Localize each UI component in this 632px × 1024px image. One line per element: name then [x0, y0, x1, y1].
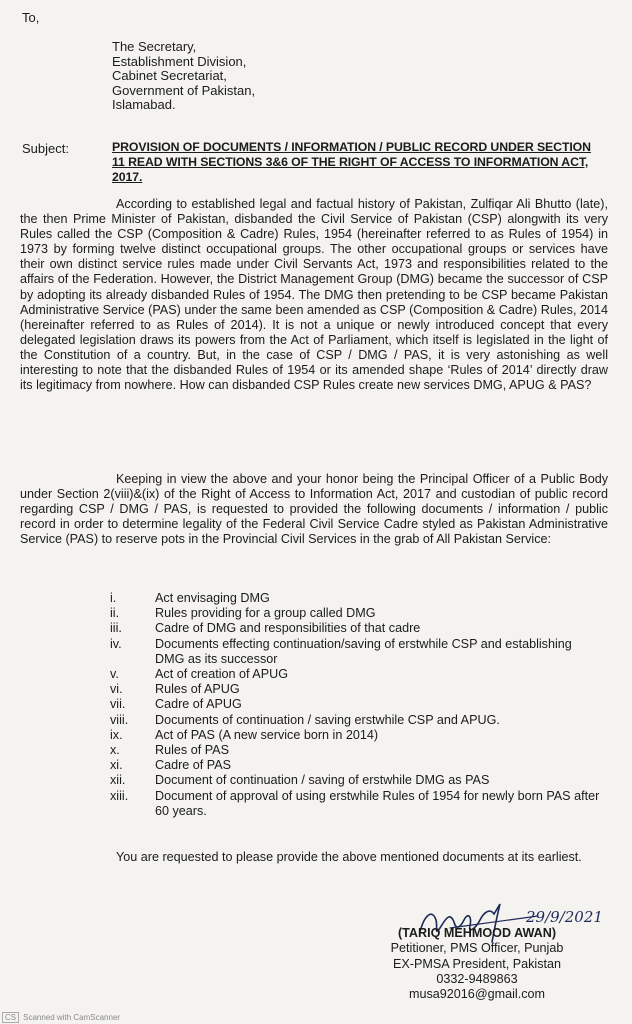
item-number: vii. — [110, 697, 126, 712]
signatory-block — [372, 926, 582, 1002]
item-text: Cadre of PAS — [155, 758, 232, 773]
list-item — [110, 606, 600, 621]
item-number: iii. — [110, 621, 122, 636]
item-number: viii. — [110, 712, 129, 727]
list-item — [110, 758, 600, 773]
list-item — [110, 667, 600, 682]
item-number: v. — [110, 667, 119, 682]
item-number: ii. — [110, 606, 120, 621]
item-text: Rules of PAS — [155, 743, 229, 758]
list-item — [110, 728, 600, 743]
item-text: Cadre of DMG and responsibilities of that cadre — [155, 621, 421, 636]
signatory-email: musa92016@gmail.com — [409, 987, 545, 1002]
item-text: Act envisaging DMG — [155, 591, 270, 605]
address-line: Establishment Division, — [112, 53, 247, 69]
item-text: Document of continuation / saving of erstwhile DMG as PAS — [155, 773, 490, 788]
paragraph-request: Keeping in view the above and your honor being the Principal Officer of a Public Body under Section 2(viii)&(ix) of the Right of Access to Information Act, 2017 and custodian of public record regarding CSP / DMG / PAS, is requested to provided the following documents / information / public record in order to determine legality of the Federal Civil Service Cadre styled as Pakistan Administrative Service (PAS) to reserve pots in the Provincial Civil Services in the grab of All Pakistan Service: — [20, 472, 608, 547]
item-number: i. — [110, 591, 117, 605]
item-text: Documents effecting continuation/saving of erstwhile CSP and establishing DMG as its successor — [155, 636, 572, 666]
item-number: xiii. — [110, 788, 129, 803]
signatory-title: EX-PMSA President, Pakistan — [393, 956, 561, 971]
item-text: Act of creation of APUG — [155, 667, 288, 682]
list-item — [110, 773, 600, 788]
item-number: ix. — [110, 727, 123, 742]
list-item — [110, 697, 600, 712]
item-text: Cadre of APUG — [155, 697, 242, 712]
address-line: Government of Pakistan, — [112, 82, 256, 98]
signatory-phone: 0332-9489863 — [436, 971, 518, 986]
list-item — [110, 637, 600, 667]
item-text: Document of approval of using erstwhile Rules of 1954 for newly born PAS after 60 years. — [155, 788, 600, 818]
address-line: Islamabad. — [112, 97, 176, 113]
item-number: xii. — [110, 773, 126, 788]
item-number: vi. — [110, 682, 123, 697]
item-number: x. — [110, 743, 120, 758]
camscanner-logo-icon: CS — [2, 1012, 19, 1023]
watermark-text: Scanned with CamScanner — [23, 1013, 121, 1022]
scanner-watermark — [2, 1012, 120, 1023]
list-item — [110, 743, 600, 758]
item-number: xi. — [110, 758, 123, 773]
paragraph-closing: You are requested to please provide the above mentioned documents at its earliest. — [116, 850, 582, 864]
subject-text: PROVISION OF DOCUMENTS / INFORMATION / PUBLIC RECORD UNDER SECTION 11 READ WITH SECTIONS 3&6 OF THE RIGHT OF ACCESS TO INFORMATION ACT, 2017. — [112, 140, 591, 184]
item-text: Rules of APUG — [155, 682, 240, 697]
signatory-title: Petitioner, PMS Officer, Punjab — [390, 941, 564, 956]
item-text: Rules providing for a group called DMG — [155, 606, 376, 621]
list-item — [110, 591, 600, 606]
recipient-address — [112, 40, 255, 113]
address-line: The Secretary, — [112, 39, 197, 54]
list-item — [110, 682, 600, 697]
signatory-name: (TARIQ MEHMOOD AWAN) — [397, 926, 557, 940]
item-number: iv. — [110, 636, 122, 651]
subject-label: Subject: — [22, 141, 69, 156]
list-item — [110, 789, 600, 819]
documents-list — [110, 591, 600, 819]
list-item — [110, 713, 600, 728]
list-item — [110, 621, 600, 636]
signature-date: 29/9/2021 — [526, 908, 603, 926]
address-line: Cabinet Secretariat, — [112, 68, 227, 84]
item-text: Act of PAS (A new service born in 2014) — [155, 727, 379, 742]
paragraph-history: According to established legal and factual history of Pakistan, Zulfiqar Ali Bhutto (late), the then Prime Minister of Pakistan, disbanded the Civil Service of Pakistan (CSP) alongwith its very Rules called the CSP (Composition & Cadre) Rules, 1954 (hereinafter referred to as Rules of 1954) in 1973 by forming twelve distinct occupational groups. The other occupational groups or services have their own distinct service rules made under Civil Servants Act, 1973 and responsibilities related to the affairs of the Federation. However, the District Management Group (DMG) became the successor of CSP by adopting its already disbanded Rules of 1954. The DMG then pretending to be CSP became Pakistan Administrative Service (PAS) under the same been amended as CSP (Composition & Cadre) Rules, 2014 (hereinafter referred to as Rules of 2014). It is not a unique or newly introduced concept that every delegated legislation draws its powers from the Act of Parliament, which itself is legislated in the light of the Constitution of a country. But, in the case of CSP / DMG / PAS, it is very astonishing as well interesting to note that the disbanded Rules of 1954 or its amended shape ‘Rules of 2014’ directly draw its legitimacy from nowhere. How can disbanded CSP Rules create new services DMG, APUG & PAS? — [20, 197, 608, 393]
salutation-to: To, — [22, 10, 40, 25]
item-text: Documents of continuation / saving erstwhile CSP and APUG. — [155, 712, 500, 727]
